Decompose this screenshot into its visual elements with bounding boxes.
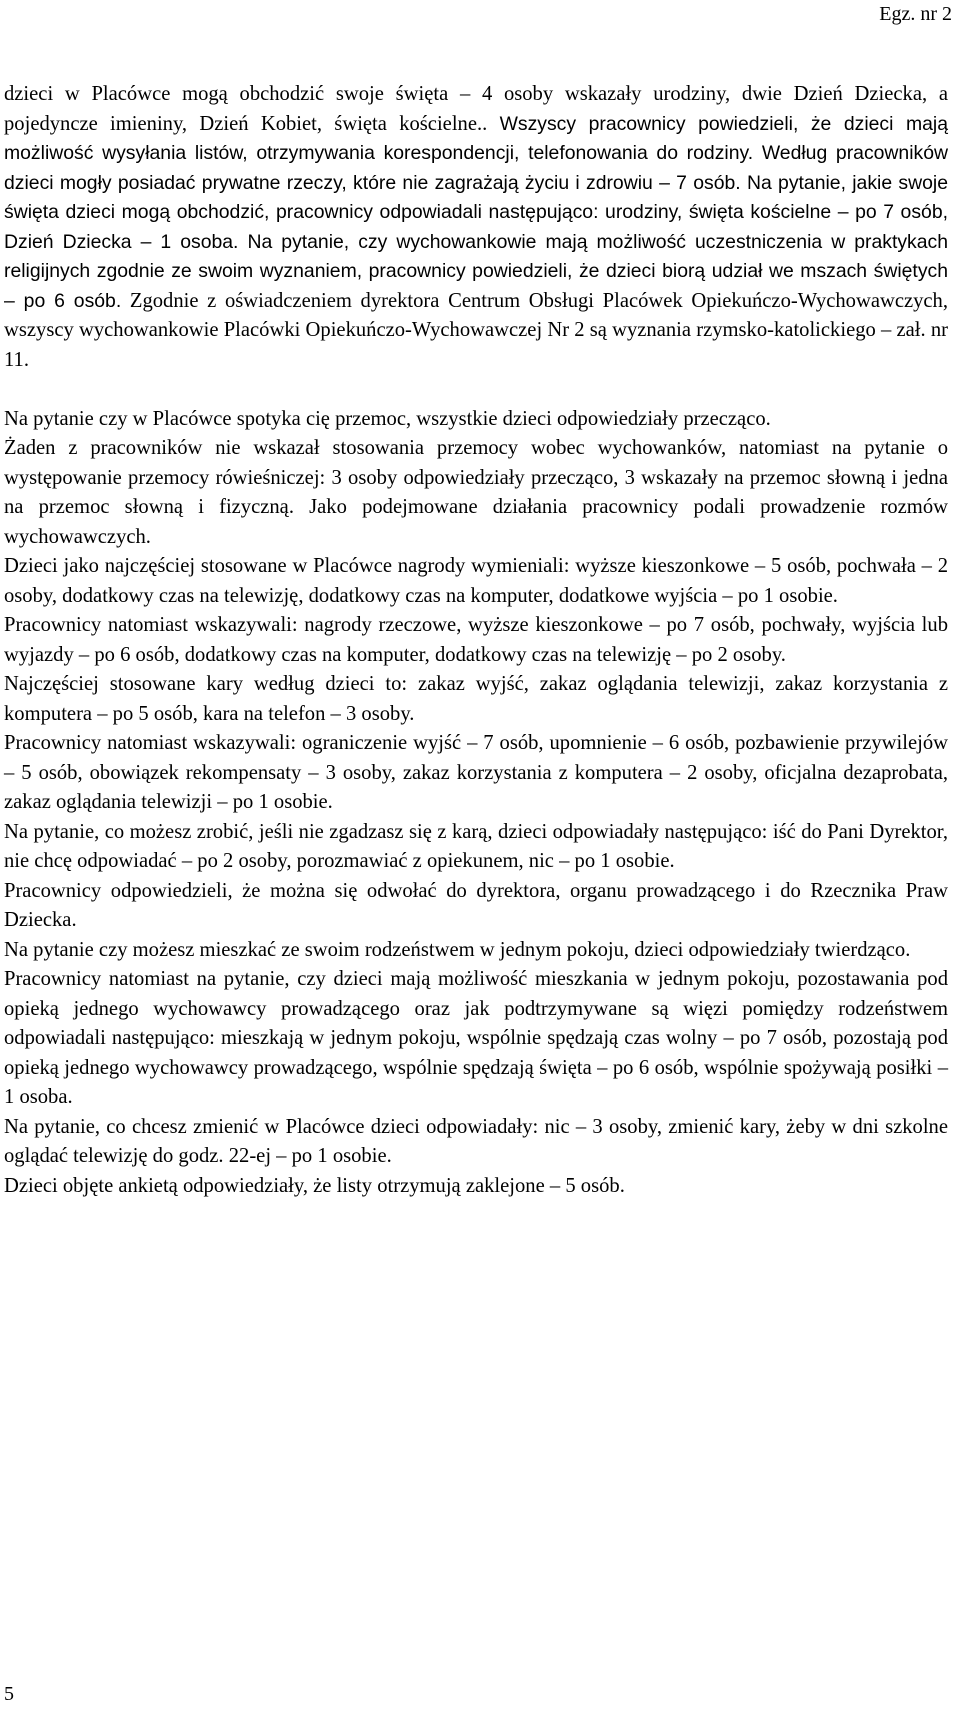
paragraph-rewards-children: Dzieci jako najczęściej stosowane w Placówce nagrody wymieniali: wyższe kieszonkowe – 5 osób, pochwała – 2 osoby, dodatkowy czas na telewizję, dodatkowy czas na komputer, dodatkowe wyjścia – po 1 osobie. <box>4 555 948 607</box>
paragraph-changes: Na pytanie, co chcesz zmienić w Placówce dzieci odpowiadały: nic – 3 osoby, zmienić kary, żeby w dni szkolne oglądać telewizję do godz. 22-ej – po 1 osobie. <box>4 1115 948 1167</box>
document-body <box>4 80 948 1201</box>
paragraph-letters: Dzieci objęte ankietą odpowiedziały, że listy otrzymują zaklejone – 5 osób. <box>4 1174 625 1197</box>
paragraph-rights <box>4 80 948 375</box>
paragraph-violence-children: Na pytanie czy w Placówce spotyka cię przemoc, wszystkie dzieci odpowiedziały przecząco. <box>4 407 771 430</box>
page-number: 5 <box>4 1683 14 1705</box>
paragraph-rights-part-2: Wszyscy pracownicy powiedzieli, że dzieci mają możliwość wysyłania listów, otrzymywania korespondencji, telefonowania do rodziny. Według pracowników dzieci mogły posiadać prywatne rzeczy, które nie zagrażają życiu i zdrowiu – 7 osób. Na pytanie, jakie swoje święta dzieci mogą obchodzić, pracownicy odpowiadali następująco: urodziny, święta kościelne – po 7 osób, Dzień Dziecka – 1 osoba. Na pytanie, czy wychowankowie mają możliwość uczestniczenia w praktykach religijnych zgodnie ze swoim wyznaniem, pracownicy powiedzieli, że dzieci biorą udział we mszach świętych – po 6 osób. <box>4 112 948 312</box>
paragraph-appeal-children: Na pytanie, co możesz zrobić, jeśli nie zgadzasz się z karą, dzieci odpowiadały następująco: iść do Pani Dyrektor, nie chcę odpowiadać – po 2 osoby, porozmawiać z opiekunem, nic – po 1 osobie. <box>4 820 948 872</box>
paragraph-rights-part-1: dzieci w Placówce mogą obchodzić swoje święta – 4 osoby wskazały urodziny, dwie Dzień Dziecka, a pojedyncze imieniny, Dzień Kobiet, święta kościelne.. <box>4 83 948 135</box>
paragraph-punishments-staff: Pracownicy natomiast wskazywali: ograniczenie wyjść – 7 osób, upomnienie – 6 osób, pozbawienie przywilejów – 5 osób, obowiązek rekompensaty – 3 osoby, zakaz korzystania z komputera – 2 osoby, oficjalna dezaprobata, zakaz oglądania telewizji – po 1 osobie. <box>4 732 948 813</box>
paragraph-violence-staff: Żaden z pracowników nie wskazał stosowania przemocy wobec wychowanków, natomiast na pytanie o występowanie przemocy rówieśniczej: 3 osoby odpowiedziały przecząco, 3 wskazały na przemoc słowną i jedna na przemoc słowną i fizyczną. Jako podejmowane działania pracownicy podali prowadzenie rozmów wychowawczych. <box>4 437 948 548</box>
paragraph-punishments-children: Najczęściej stosowane kary według dzieci to: zakaz wyjść, zakaz oglądania telewizji, zakaz korzystania z komputera – po 5 osób, kara na telefon – 3 osoby. <box>4 673 948 725</box>
paragraph-siblings-children: Na pytanie czy możesz mieszkać ze swoim rodzeństwem w jednym pokoju, dzieci odpowiedziały twierdząco. <box>4 938 911 961</box>
paragraph-gap <box>4 375 948 405</box>
paragraph-siblings-staff: Pracownicy natomiast na pytanie, czy dzieci mają możliwość mieszkania w jednym pokoju, pozostawania pod opieką jednego wychowawcy prowadzącego oraz jak podtrzymywane są więzi pomiędzy rodzeństwem odpowiadali następująco: mieszkają w jednym pokoju, wspólnie spędzają czas wolny – po 7 osób, pozostają pod opieką jednego wychowawcy prowadzącego, wspólnie spędzają święta – po 6 osób, wspólnie spożywają posiłki – 1 osoba. <box>4 968 948 1108</box>
paragraph-rights-part-3: Zgodnie z oświadczeniem dyrektora Centrum Obsługi Placówek Opiekuńczo-Wychowawczych, wszyscy wychowankowie Placówki Opiekuńczo-Wychowawczej Nr 2 są wyznania rzymsko-katolickiego – zał. nr 11. <box>4 289 949 371</box>
document-copy-label: Egz. nr 2 <box>879 3 952 25</box>
paragraph-appeal-staff: Pracownicy odpowiedzieli, że można się odwołać do dyrektora, organu prowadzącego i do Rzecznika Praw Dziecka. <box>4 879 948 931</box>
paragraph-rewards-staff: Pracownicy natomiast wskazywali: nagrody rzeczowe, wyższe kieszonkowe – po 7 osób, pochwały, wyjścia lub wyjazdy – po 6 osób, dodatkowy czas na komputer, dodatkowy czas na telewizję – po 2 osoby. <box>4 614 948 666</box>
